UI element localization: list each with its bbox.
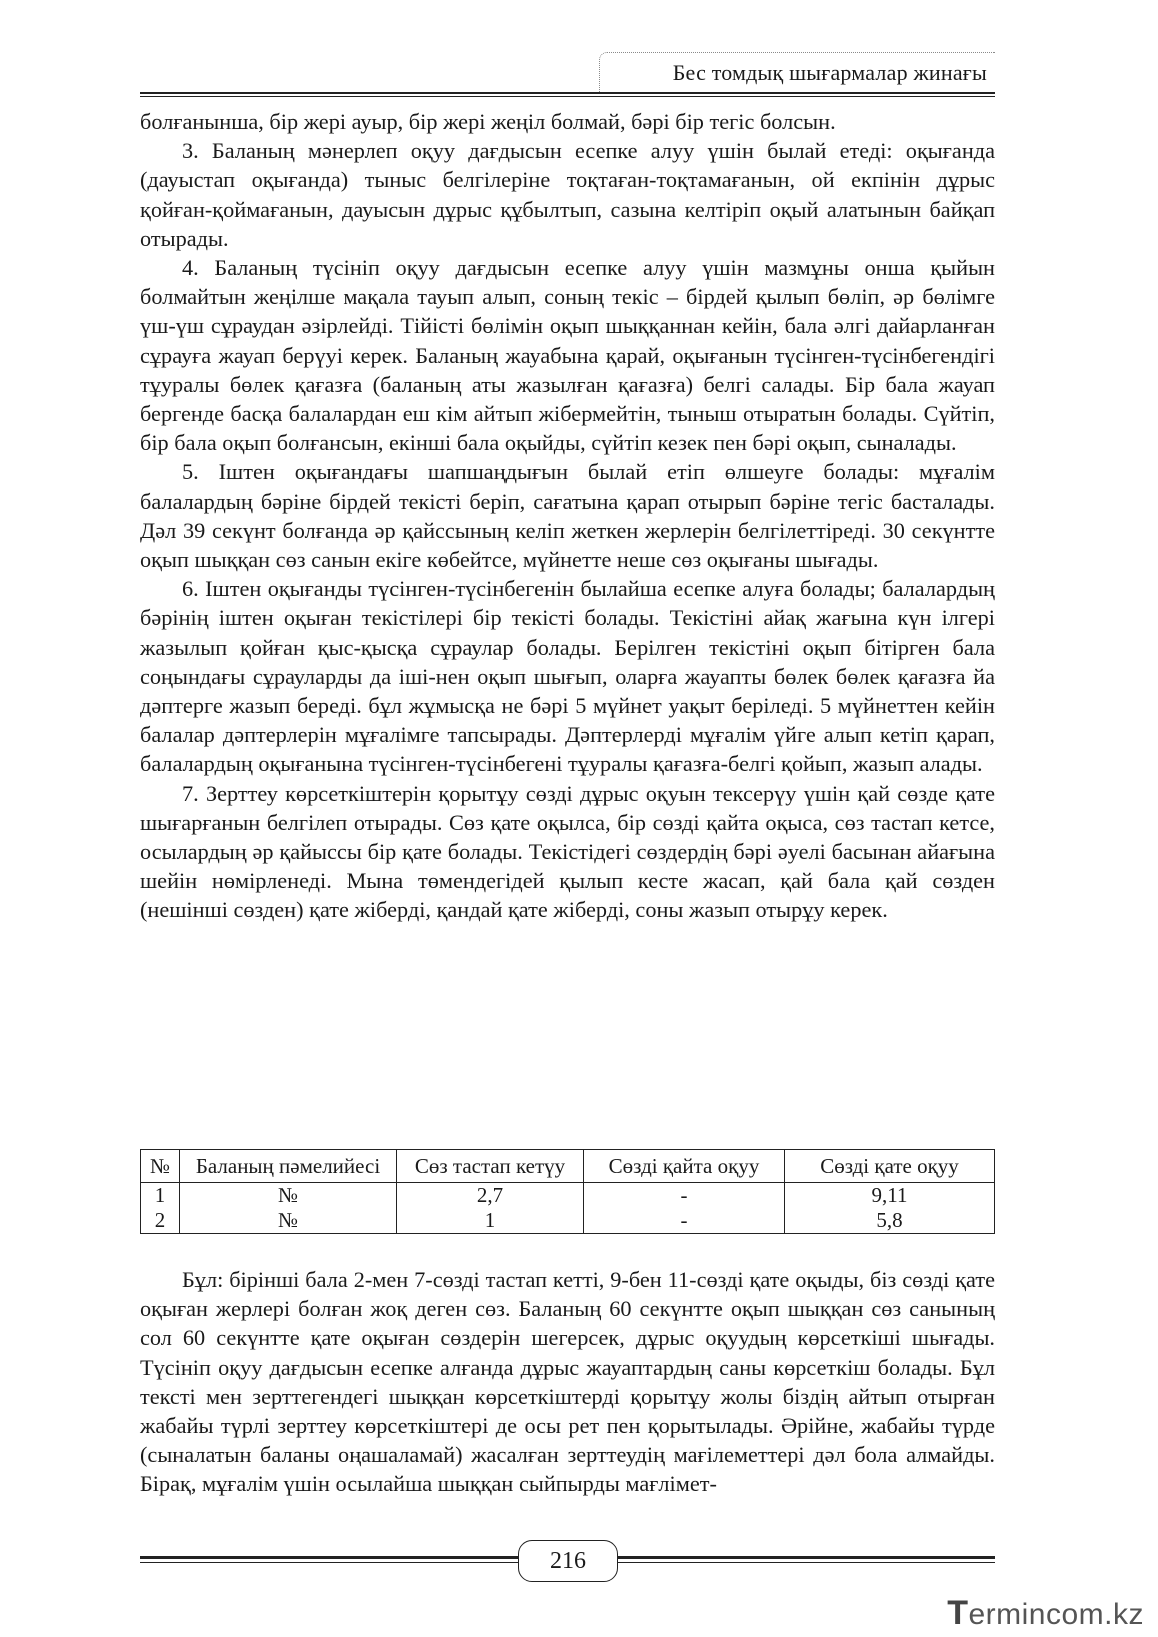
paragraph: Бұл: бірінші бала 2-мен 7-сөзді тастап кетті, 9-бен 11-сөзді қате оқыды, біз сөзді қате оқыған жерлері болған жоқ деген сөз. Баланың 60 секүнтте оқып шыққан сөз санының сол 60 секүнтте қате оқыған сөздерін шегерсек, дұрыс оқуудың көрсеткіші шығады. Түсініп оқуу дағдысын есепке алғанда дұрыс жауаптардың саны көрсеткіш болады. Бұл тексті мен зерттегендегі шыққан көрсеткіштерді қорытұу жолы біздің айтып отырған жабайы түрлі зерттеу көрсеткіштері де осы рет пен қорытылады. Әрійне, жабайы түрде (сыналатын баланы оңашаламай) жасалған зерттеудің мағілеметтері дәл бола алмайды. Бірақ, мұғалім үшін осылайша шыққан сыйпырды мағлімет- xyxy=(140,1267,995,1497)
paragraph: 7. Зерттеу көрсеткіштерін қорытұу сөзді дұрыс оқуын тексерүу үшін қай сөзде қате шығарғанын белгілеп отырады. Сөз қате оқылса, бір сөзді қайта оқыса, сөз тастап кетсе, осылардың әр қайыссы бір қате болады. Текістідегі сөздердің бәрі әуелі басынан айағына шейін нөмірленеді. Мына төмендегідей қылып кесте жасап, қай бала қай сөзден (нешінші сөзден) қате жіберді, қандай қате жіберді, соны жазып отырұу керек. xyxy=(140,780,995,923)
table-cell: 1 xyxy=(397,1208,584,1234)
page-number: 216 xyxy=(518,1540,618,1582)
table-cell: № xyxy=(180,1208,397,1234)
table-cell: 2,7 xyxy=(397,1183,584,1209)
watermark-prefix: T xyxy=(947,1594,969,1632)
header-rule-thin xyxy=(140,96,995,97)
page-footer xyxy=(140,1536,995,1586)
error-table xyxy=(140,1149,995,1234)
table-row xyxy=(141,1208,995,1234)
body-text xyxy=(140,107,995,925)
paragraph: 6. Іштен оқығанды түсінген-түсінбегенін былайша есепке алуға болады; балалардың бәрінің іштен оқыған текістілері бір текісті болады. Текістіні айақ жағына күн ілгері жазылып қойған қыс-қысқа сұраулар болады. Берілген текістіні оқып бітірген бала соңындағы сұрауларды да іші-нен оқып шығып, оларға жауапты бөлек бөлек қағазға йа дәптерге жазып береді. бұл жұмысқа не бәрі 5 мүйнет уақыт беріледі. 5 мүйнеттен кейін балалар дәптерлерін мұғалімге тапсырады. Дәптерлерді мұғалім үйге алып кетіп қарап, балалардың оқығанына түсінген-түсінбегені тұуралы қағазға-белгі қойып, жазып алады. xyxy=(140,576,995,777)
table-cell: 9,11 xyxy=(785,1183,995,1209)
paragraph: 4. Баланың түсініп оқуу дағдысын есепке алуу үшін мазмұны онша қыйын болмайтын жеңілше мақала тауып алып, соның текіс – бірдей қылып бөліп, әр бөлімге үш-үш сұраудан әзірлейді. Тійісті бөлімін оқып шыққаннан кейін, бала әлгі дайарланған сұрауға жауап берүуі керек. Баланың жауабына қарай, оқығанын түсінген-түсінбегендігі тұуралы бөлек қағазға (баланың аты жазылған қағазға) белгі салады. Бір бала жауап бергенде басқа балалардан еш кім айтып жібермейтін, тыныш отыратын болады. Сүйтіп, бір бала оқып болғансын, екінші бала оқыйды, сүйтіп кезек пен бәрі оқып, сыналады. xyxy=(140,255,995,456)
table-cell: - xyxy=(584,1208,785,1234)
table-header-cell: № xyxy=(141,1150,180,1183)
table-header-cell: Сөз тастап кетүу xyxy=(397,1150,584,1183)
page-header xyxy=(140,52,995,94)
watermark-text: ermincom.kz xyxy=(968,1598,1144,1631)
table-header-row xyxy=(141,1150,995,1183)
table-header-cell: Сөзді қате оқуу xyxy=(785,1150,995,1183)
table-row xyxy=(141,1183,995,1209)
paragraph: болғанынша, бір жері ауыр, бір жері жеңіл болмай, бәрі бір тегіс болсын. xyxy=(140,109,836,134)
table-header-cell: Баланың пәмелийесі xyxy=(180,1150,397,1183)
header-rule xyxy=(140,92,995,94)
watermark-logo xyxy=(947,1594,1144,1633)
table-cell: - xyxy=(584,1183,785,1209)
table-header-cell: Сөзді қайта оқуу xyxy=(584,1150,785,1183)
table-cell: 5,8 xyxy=(785,1208,995,1234)
header-title: Бес томдық шығармалар жинағы xyxy=(672,60,987,85)
table-cell: № xyxy=(180,1183,397,1209)
paragraph: 5. Іштен оқығандағы шапшаңдығын былай етіп өлшеуге болады: мұғалім балалардың бәріне бірдей текісті беріп, сағатына қарап отырып бәріне тегіс басталады. Дәл 39 секүнт болғанда әр қайссының келіп жеткен жерлерін белгілеттіреді. 30 секүнтте оқып шыққан сөз санын екіге көбейтсе, мүйнетте неше сөз оқығаны шығады. xyxy=(140,459,995,573)
paragraph: 3. Баланың мәнерлеп оқуу дағдысын есепке алуу үшін былай етеді: оқығанда (дауыстап оқығанда) тыныс белгілеріне тоқтаған-тоқтамағанын, ой екпінін дұрыс қойған-қоймағанын, дауысын дұрыс құбылтып, сазына келтіріп оқый алатынын байқап отырады. xyxy=(140,138,995,251)
body-text-continued xyxy=(140,1265,995,1499)
table-cell: 2 xyxy=(141,1208,180,1234)
table-cell: 1 xyxy=(141,1183,180,1209)
